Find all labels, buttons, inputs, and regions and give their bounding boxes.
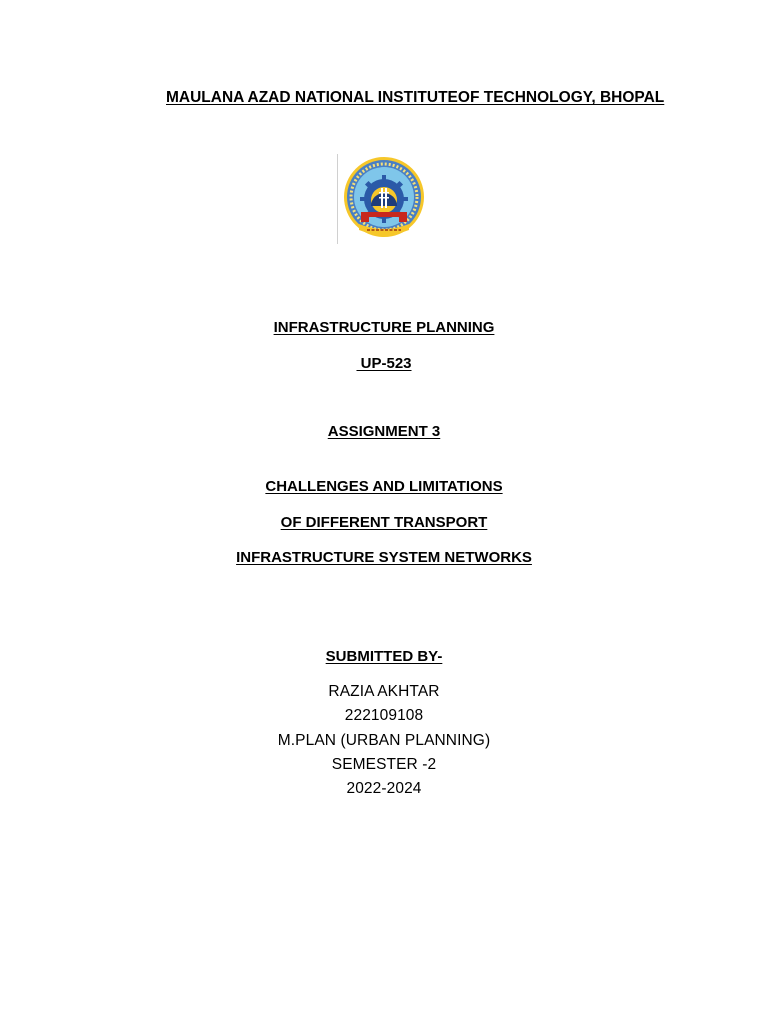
institute-title: MAULANA AZAD NATIONAL INSTITUTEOF TECHNOLOGY, BHOPAL (166, 89, 665, 106)
submitted-by-label: SUBMITTED BY- (325, 648, 443, 665)
student-roll-number: 222109108 (344, 707, 424, 724)
course-code: UP-523 (356, 355, 412, 372)
course-title: INFRASTRUCTURE PLANNING (273, 319, 495, 336)
assignment-number: ASSIGNMENT 3 (327, 423, 441, 440)
topic-line-3: INFRASTRUCTURE SYSTEM NETWORKS (236, 549, 532, 566)
topic-line-2: OF DIFFERENT TRANSPORT (280, 514, 488, 531)
student-session: 2022-2024 (346, 780, 422, 797)
topic-line-1: CHALLENGES AND LIMITATIONS (265, 478, 503, 495)
student-semester: SEMESTER -2 (331, 756, 437, 773)
institute-emblem-icon (337, 154, 429, 244)
student-program: M.PLAN (URBAN PLANNING) (277, 732, 491, 749)
student-name: RAZIA AKHTAR (328, 683, 440, 700)
